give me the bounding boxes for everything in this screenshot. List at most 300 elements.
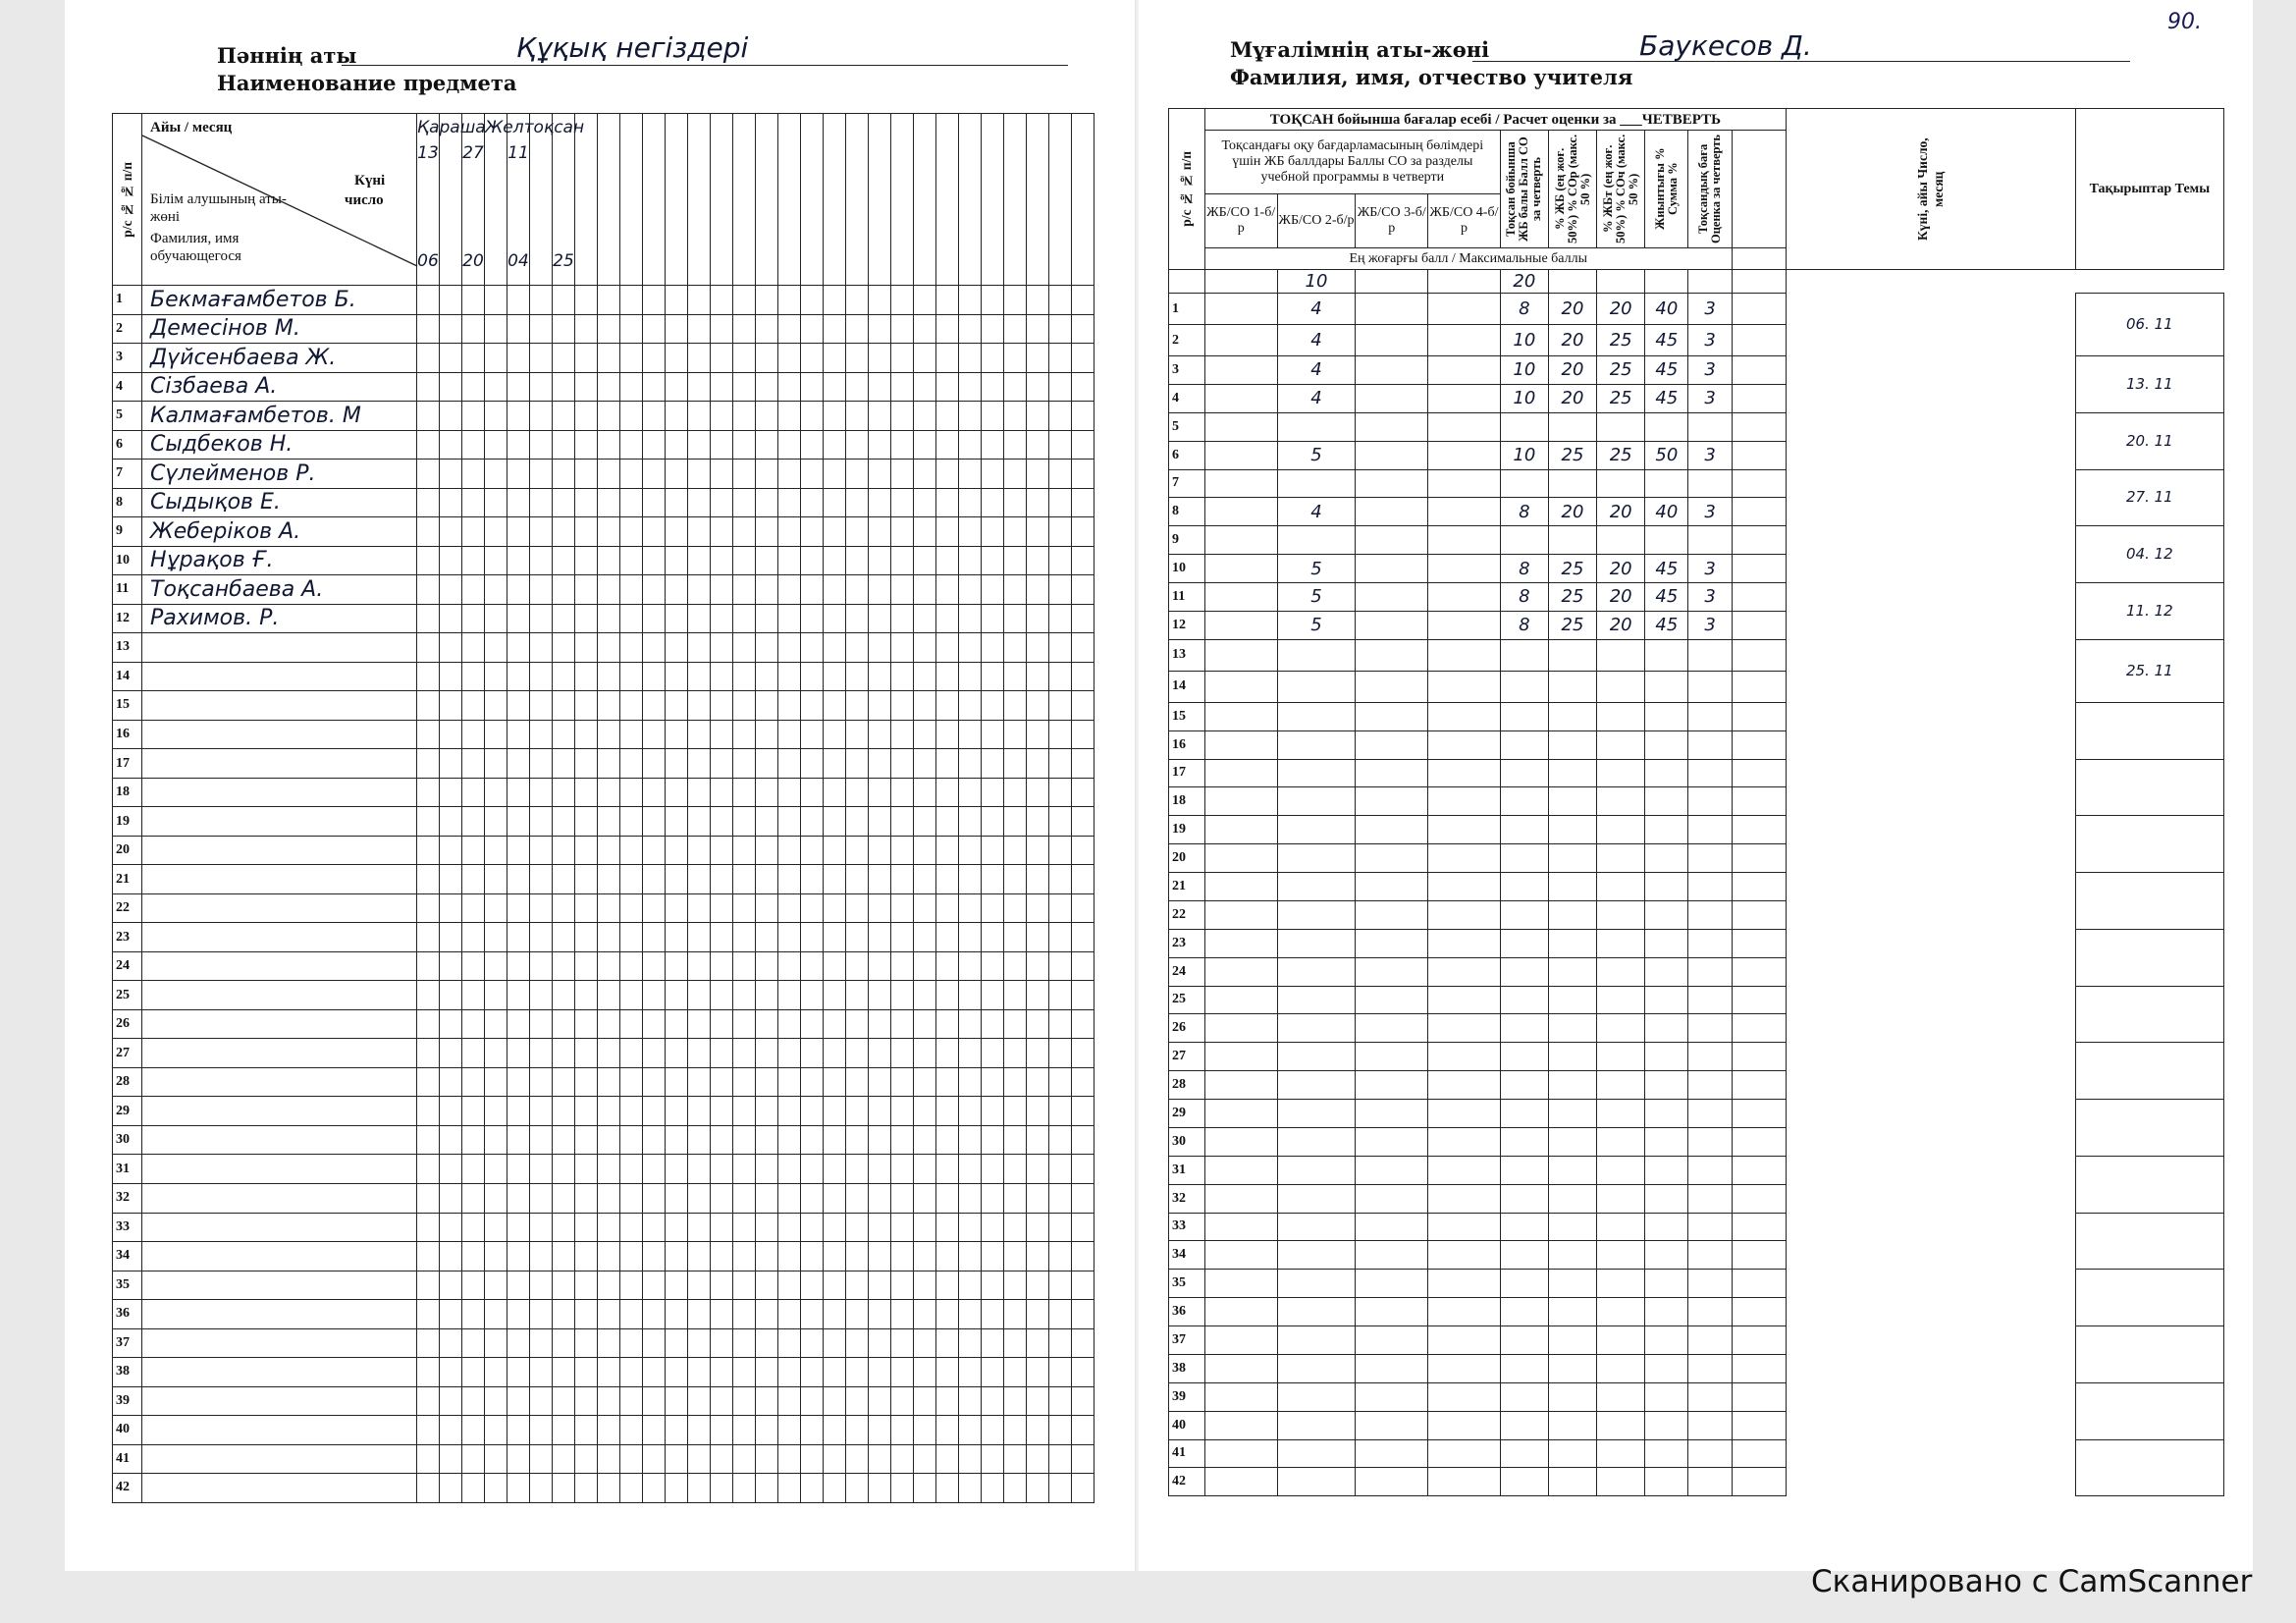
attendance-cell[interactable] (530, 1097, 553, 1126)
grade-cell-so1[interactable] (1204, 900, 1277, 929)
grade-cell-so2[interactable] (1277, 730, 1356, 759)
attendance-cell[interactable] (846, 1009, 869, 1039)
attendance-cell[interactable] (801, 575, 824, 605)
attendance-cell[interactable] (620, 981, 643, 1010)
grade-cell-grade[interactable] (1688, 1326, 1732, 1355)
attendance-cell[interactable] (891, 604, 914, 633)
grade-cell-p1[interactable] (1548, 1043, 1596, 1071)
attendance-cell[interactable] (553, 372, 575, 402)
attendance-cell[interactable] (778, 807, 801, 837)
attendance-cell[interactable] (936, 1039, 959, 1068)
attendance-cell[interactable] (598, 1386, 620, 1416)
attendance-cell[interactable] (643, 923, 666, 952)
grade-cell-grade[interactable]: 3 (1688, 583, 1732, 612)
attendance-cell[interactable] (982, 720, 1004, 749)
attendance-cell[interactable] (959, 344, 982, 373)
attendance-cell[interactable] (598, 981, 620, 1010)
attendance-cell[interactable] (666, 1444, 688, 1474)
attendance-cell[interactable] (643, 1444, 666, 1474)
attendance-cell[interactable] (620, 1416, 643, 1445)
attendance-cell[interactable] (936, 836, 959, 865)
attendance-cell[interactable] (936, 1242, 959, 1271)
attendance-cell[interactable] (643, 604, 666, 633)
attendance-cell[interactable] (462, 1271, 485, 1300)
attendance-cell[interactable] (620, 720, 643, 749)
grade-cell-total[interactable] (1500, 844, 1548, 873)
grade-cell-p2[interactable] (1597, 844, 1645, 873)
attendance-cell[interactable] (733, 1416, 756, 1445)
attendance-cell[interactable] (1004, 430, 1027, 460)
attendance-cell[interactable] (598, 1097, 620, 1126)
attendance-cell[interactable] (869, 749, 891, 779)
attendance-cell[interactable] (936, 1125, 959, 1155)
grade-extra-cell[interactable] (1732, 1354, 1786, 1382)
grade-cell-grade[interactable] (1688, 526, 1732, 555)
attendance-cell[interactable] (530, 1155, 553, 1184)
attendance-cell[interactable] (575, 1125, 598, 1155)
attendance-cell[interactable] (711, 430, 733, 460)
attendance-cell[interactable] (462, 1474, 485, 1503)
grade-cell-grade[interactable]: 3 (1688, 356, 1732, 385)
attendance-cell[interactable] (824, 1416, 846, 1445)
attendance-cell[interactable] (485, 344, 507, 373)
grade-cell-so2[interactable] (1277, 1043, 1356, 1071)
attendance-cell[interactable] (733, 286, 756, 315)
attendance-cell[interactable] (846, 1097, 869, 1126)
grade-cell-sum[interactable]: 40 (1645, 498, 1688, 526)
attendance-cell[interactable] (440, 488, 462, 517)
attendance-cell[interactable] (575, 430, 598, 460)
attendance-cell[interactable] (507, 1386, 530, 1416)
attendance-cell[interactable] (1072, 1444, 1095, 1474)
attendance-cell[interactable] (756, 1067, 778, 1097)
attendance-cell[interactable] (507, 836, 530, 865)
attendance-cell[interactable] (440, 1067, 462, 1097)
attendance-cell[interactable] (1027, 372, 1049, 402)
attendance-cell[interactable] (778, 662, 801, 691)
attendance-cell[interactable] (1072, 1474, 1095, 1503)
attendance-cell[interactable] (462, 314, 485, 344)
attendance-cell[interactable] (778, 1009, 801, 1039)
attendance-cell[interactable] (507, 662, 530, 691)
attendance-cell[interactable] (982, 1474, 1004, 1503)
attendance-cell[interactable] (643, 1242, 666, 1271)
attendance-cell[interactable] (869, 1271, 891, 1300)
attendance-cell[interactable] (869, 488, 891, 517)
attendance-cell[interactable] (1027, 1067, 1049, 1097)
grade-cell-total[interactable] (1500, 1241, 1548, 1270)
attendance-cell[interactable] (891, 1328, 914, 1358)
attendance-cell[interactable] (688, 1271, 711, 1300)
attendance-cell[interactable] (824, 1125, 846, 1155)
attendance-cell[interactable] (666, 604, 688, 633)
attendance-cell[interactable] (1027, 893, 1049, 923)
attendance-cell[interactable] (598, 286, 620, 315)
grade-cell-p1[interactable]: 20 (1548, 384, 1596, 412)
grade-cell-total[interactable] (1500, 787, 1548, 816)
attendance-cell[interactable] (1004, 1444, 1027, 1474)
attendance-cell[interactable] (530, 517, 553, 547)
attendance-cell[interactable] (846, 344, 869, 373)
attendance-cell[interactable] (575, 807, 598, 837)
attendance-cell[interactable] (733, 314, 756, 344)
attendance-cell[interactable] (869, 1183, 891, 1213)
attendance-cell[interactable] (417, 720, 440, 749)
grade-cell-p1[interactable] (1548, 1354, 1596, 1382)
attendance-cell[interactable] (959, 604, 982, 633)
grade-cell-so3[interactable] (1356, 873, 1428, 901)
attendance-cell[interactable] (756, 1097, 778, 1126)
attendance-cell[interactable] (1004, 1328, 1027, 1358)
attendance-cell[interactable] (982, 981, 1004, 1010)
grade-extra-cell[interactable] (1732, 1156, 1786, 1184)
attendance-cell[interactable] (575, 951, 598, 981)
attendance-cell[interactable] (914, 662, 936, 691)
attendance-cell[interactable] (553, 1039, 575, 1068)
grade-cell-p2[interactable] (1597, 1014, 1645, 1043)
attendance-cell[interactable] (507, 372, 530, 402)
attendance-cell[interactable] (530, 1183, 553, 1213)
attendance-cell[interactable] (530, 1009, 553, 1039)
grade-cell-so2[interactable]: 4 (1277, 356, 1356, 385)
attendance-cell[interactable] (733, 1097, 756, 1126)
grade-cell-p2[interactable] (1597, 986, 1645, 1014)
attendance-cell[interactable] (507, 314, 530, 344)
grade-cell-sum[interactable] (1645, 1156, 1688, 1184)
attendance-cell[interactable] (914, 1067, 936, 1097)
attendance-cell[interactable] (778, 691, 801, 721)
attendance-cell[interactable] (575, 286, 598, 315)
attendance-cell[interactable] (643, 1155, 666, 1184)
attendance-cell[interactable] (914, 720, 936, 749)
attendance-cell[interactable] (440, 402, 462, 431)
attendance-cell[interactable] (553, 1183, 575, 1213)
attendance-cell[interactable] (598, 633, 620, 663)
attendance-cell[interactable] (440, 1155, 462, 1184)
grade-cell-so1[interactable] (1204, 1043, 1277, 1071)
attendance-cell[interactable] (620, 633, 643, 663)
grade-cell-total[interactable] (1500, 929, 1548, 957)
attendance-cell[interactable] (643, 372, 666, 402)
attendance-cell[interactable] (914, 865, 936, 894)
attendance-cell[interactable] (801, 1213, 824, 1242)
attendance-cell[interactable] (553, 1067, 575, 1097)
grade-cell-sum[interactable] (1645, 1043, 1688, 1071)
attendance-cell[interactable] (1072, 286, 1095, 315)
grade-cell-grade[interactable] (1688, 787, 1732, 816)
attendance-cell[interactable] (1072, 1097, 1095, 1126)
attendance-cell[interactable] (1049, 372, 1072, 402)
attendance-cell[interactable] (530, 314, 553, 344)
attendance-cell[interactable] (824, 488, 846, 517)
attendance-cell[interactable] (1004, 720, 1027, 749)
attendance-cell[interactable] (575, 893, 598, 923)
grade-cell-grade[interactable] (1688, 1043, 1732, 1071)
grade-cell-so3[interactable] (1356, 702, 1428, 730)
attendance-cell[interactable] (1049, 1067, 1072, 1097)
attendance-cell[interactable] (914, 460, 936, 489)
attendance-cell[interactable] (869, 1097, 891, 1126)
grade-cell-so2[interactable] (1277, 1270, 1356, 1298)
attendance-cell[interactable] (869, 430, 891, 460)
attendance-cell[interactable] (1027, 1300, 1049, 1329)
attendance-cell[interactable] (1072, 633, 1095, 663)
attendance-cell[interactable] (959, 981, 982, 1010)
lesson-date[interactable] (2075, 1156, 2223, 1213)
grade-cell-sum[interactable] (1645, 873, 1688, 901)
attendance-cell[interactable] (959, 720, 982, 749)
attendance-cell[interactable] (530, 778, 553, 807)
attendance-cell[interactable] (485, 1242, 507, 1271)
grade-cell-total[interactable] (1500, 1100, 1548, 1128)
attendance-cell[interactable] (1027, 1039, 1049, 1068)
grade-cell-p2[interactable] (1597, 873, 1645, 901)
attendance-cell[interactable] (1072, 604, 1095, 633)
grade-cell-p2[interactable] (1597, 1071, 1645, 1100)
attendance-cell[interactable] (1072, 1009, 1095, 1039)
attendance-cell[interactable] (1049, 344, 1072, 373)
grade-cell-so3[interactable] (1356, 412, 1428, 441)
attendance-cell[interactable] (620, 286, 643, 315)
grade-cell-p1[interactable] (1548, 957, 1596, 986)
attendance-cell[interactable] (778, 1444, 801, 1474)
attendance-cell[interactable] (778, 488, 801, 517)
attendance-cell[interactable] (598, 546, 620, 575)
attendance-cell[interactable] (959, 460, 982, 489)
attendance-cell[interactable] (643, 546, 666, 575)
attendance-cell[interactable] (507, 720, 530, 749)
attendance-cell[interactable] (891, 575, 914, 605)
attendance-cell[interactable] (688, 1242, 711, 1271)
attendance-cell[interactable] (1072, 517, 1095, 547)
grade-cell-so2[interactable] (1277, 759, 1356, 787)
attendance-cell[interactable] (959, 1097, 982, 1126)
attendance-cell[interactable] (440, 430, 462, 460)
grade-cell-total[interactable]: 10 (1500, 356, 1548, 385)
attendance-cell[interactable] (688, 1155, 711, 1184)
attendance-cell[interactable] (417, 807, 440, 837)
attendance-cell[interactable] (982, 1386, 1004, 1416)
attendance-cell[interactable] (733, 1386, 756, 1416)
grade-cell-sum[interactable]: 45 (1645, 611, 1688, 639)
grade-cell-so3[interactable] (1356, 900, 1428, 929)
attendance-cell[interactable] (801, 1328, 824, 1358)
attendance-cell[interactable] (1072, 402, 1095, 431)
attendance-cell[interactable] (462, 1213, 485, 1242)
attendance-cell[interactable] (440, 951, 462, 981)
attendance-cell[interactable] (1004, 662, 1027, 691)
attendance-cell[interactable] (891, 633, 914, 663)
grade-cell-so4[interactable] (1428, 1241, 1501, 1270)
attendance-cell[interactable] (711, 633, 733, 663)
grade-cell-p2[interactable] (1597, 639, 1645, 671)
attendance-cell[interactable] (711, 1155, 733, 1184)
attendance-cell[interactable] (485, 1386, 507, 1416)
attendance-cell[interactable] (959, 1328, 982, 1358)
attendance-cell[interactable] (417, 546, 440, 575)
attendance-cell[interactable] (530, 951, 553, 981)
attendance-cell[interactable] (711, 836, 733, 865)
attendance-cell[interactable] (643, 1097, 666, 1126)
attendance-cell[interactable] (507, 865, 530, 894)
attendance-cell[interactable] (891, 1183, 914, 1213)
attendance-cell[interactable] (914, 778, 936, 807)
grade-extra-cell[interactable] (1732, 1014, 1786, 1043)
lesson-date[interactable] (2075, 1326, 2223, 1383)
attendance-cell[interactable] (711, 1386, 733, 1416)
attendance-cell[interactable] (846, 286, 869, 315)
attendance-cell[interactable] (440, 923, 462, 952)
grade-cell-so3[interactable] (1356, 759, 1428, 787)
attendance-cell[interactable] (869, 517, 891, 547)
grade-cell-so3[interactable] (1356, 1014, 1428, 1043)
attendance-cell[interactable] (598, 836, 620, 865)
attendance-cell[interactable] (575, 488, 598, 517)
attendance-cell[interactable] (598, 1300, 620, 1329)
attendance-cell[interactable] (485, 460, 507, 489)
attendance-cell[interactable] (462, 1242, 485, 1271)
lesson-date[interactable] (2075, 759, 2223, 816)
attendance-cell[interactable] (1049, 720, 1072, 749)
attendance-cell[interactable] (530, 836, 553, 865)
attendance-cell[interactable] (982, 1358, 1004, 1387)
attendance-cell[interactable] (620, 893, 643, 923)
attendance-cell[interactable] (778, 720, 801, 749)
attendance-cell[interactable] (1027, 546, 1049, 575)
attendance-cell[interactable] (711, 1125, 733, 1155)
attendance-cell[interactable] (688, 633, 711, 663)
attendance-cell[interactable] (756, 865, 778, 894)
attendance-cell[interactable] (666, 430, 688, 460)
attendance-cell[interactable] (575, 1444, 598, 1474)
attendance-cell[interactable] (914, 1328, 936, 1358)
attendance-cell[interactable] (1027, 1474, 1049, 1503)
attendance-cell[interactable] (620, 1386, 643, 1416)
attendance-cell[interactable] (530, 1271, 553, 1300)
attendance-cell[interactable] (462, 488, 485, 517)
attendance-cell[interactable] (891, 402, 914, 431)
grade-cell-so3[interactable] (1356, 929, 1428, 957)
grade-cell-p2[interactable]: 25 (1597, 384, 1645, 412)
grade-extra-cell[interactable] (1732, 929, 1786, 957)
attendance-cell[interactable] (824, 286, 846, 315)
attendance-cell[interactable] (914, 923, 936, 952)
attendance-cell[interactable] (666, 691, 688, 721)
attendance-cell[interactable] (462, 1009, 485, 1039)
attendance-cell[interactable] (1004, 1358, 1027, 1387)
attendance-cell[interactable] (643, 344, 666, 373)
attendance-cell[interactable] (1027, 1416, 1049, 1445)
attendance-cell[interactable] (1049, 488, 1072, 517)
attendance-cell[interactable] (846, 951, 869, 981)
grade-cell-grade[interactable] (1688, 957, 1732, 986)
attendance-cell[interactable] (1004, 1242, 1027, 1271)
attendance-cell[interactable] (553, 1009, 575, 1039)
grade-cell-so4[interactable] (1428, 1270, 1501, 1298)
attendance-cell[interactable] (643, 778, 666, 807)
attendance-cell[interactable] (711, 1271, 733, 1300)
attendance-cell[interactable] (756, 1271, 778, 1300)
attendance-cell[interactable] (778, 1213, 801, 1242)
grade-extra-cell[interactable] (1732, 583, 1786, 612)
attendance-cell[interactable] (440, 546, 462, 575)
attendance-cell[interactable] (959, 1300, 982, 1329)
attendance-cell[interactable] (530, 1242, 553, 1271)
attendance-cell[interactable] (598, 372, 620, 402)
attendance-cell[interactable] (666, 460, 688, 489)
attendance-cell[interactable] (485, 286, 507, 315)
attendance-cell[interactable] (756, 488, 778, 517)
attendance-cell[interactable] (530, 604, 553, 633)
attendance-cell[interactable] (936, 1444, 959, 1474)
attendance-cell[interactable] (440, 662, 462, 691)
grade-cell-p1[interactable] (1548, 1014, 1596, 1043)
attendance-cell[interactable] (778, 286, 801, 315)
grade-cell-total[interactable] (1500, 1298, 1548, 1326)
grade-cell-so3[interactable] (1356, 671, 1428, 702)
attendance-cell[interactable] (778, 1039, 801, 1068)
attendance-cell[interactable] (869, 1474, 891, 1503)
grade-cell-grade[interactable] (1688, 816, 1732, 844)
grade-cell-so3[interactable] (1356, 1298, 1428, 1326)
attendance-cell[interactable] (462, 1386, 485, 1416)
attendance-cell[interactable] (666, 286, 688, 315)
attendance-cell[interactable] (914, 1242, 936, 1271)
attendance-cell[interactable] (553, 749, 575, 779)
attendance-cell[interactable] (643, 1386, 666, 1416)
attendance-cell[interactable] (688, 1328, 711, 1358)
attendance-cell[interactable] (801, 1300, 824, 1329)
attendance-cell[interactable] (620, 778, 643, 807)
attendance-cell[interactable] (688, 314, 711, 344)
grade-cell-sum[interactable] (1645, 1071, 1688, 1100)
attendance-cell[interactable] (891, 1271, 914, 1300)
grade-cell-p1[interactable]: 25 (1548, 583, 1596, 612)
attendance-cell[interactable] (733, 1242, 756, 1271)
attendance-cell[interactable] (824, 923, 846, 952)
attendance-cell[interactable] (1072, 1416, 1095, 1445)
grade-cell-p1[interactable] (1548, 873, 1596, 901)
grade-cell-sum[interactable] (1645, 1270, 1688, 1298)
attendance-cell[interactable] (936, 604, 959, 633)
attendance-cell[interactable] (778, 1271, 801, 1300)
attendance-cell[interactable] (824, 1009, 846, 1039)
attendance-cell[interactable] (440, 1242, 462, 1271)
attendance-cell[interactable] (688, 1386, 711, 1416)
grade-cell-so3[interactable] (1356, 639, 1428, 671)
attendance-cell[interactable] (553, 1155, 575, 1184)
grade-cell-so1[interactable] (1204, 639, 1277, 671)
attendance-cell[interactable] (711, 1328, 733, 1358)
grade-cell-so4[interactable] (1428, 1127, 1501, 1156)
grade-cell-grade[interactable]: 3 (1688, 611, 1732, 639)
attendance-cell[interactable] (891, 691, 914, 721)
grade-cell-sum[interactable] (1645, 1014, 1688, 1043)
grade-cell-sum[interactable] (1645, 1411, 1688, 1439)
attendance-cell[interactable] (462, 402, 485, 431)
attendance-cell[interactable] (891, 1039, 914, 1068)
attendance-cell[interactable] (846, 1474, 869, 1503)
attendance-cell[interactable] (688, 981, 711, 1010)
attendance-cell[interactable] (688, 1183, 711, 1213)
attendance-cell[interactable] (1027, 430, 1049, 460)
grade-cell-total[interactable] (1500, 412, 1548, 441)
attendance-cell[interactable] (1072, 1242, 1095, 1271)
attendance-cell[interactable] (620, 430, 643, 460)
attendance-cell[interactable] (575, 1474, 598, 1503)
attendance-cell[interactable] (733, 460, 756, 489)
lesson-date[interactable] (2075, 816, 2223, 873)
